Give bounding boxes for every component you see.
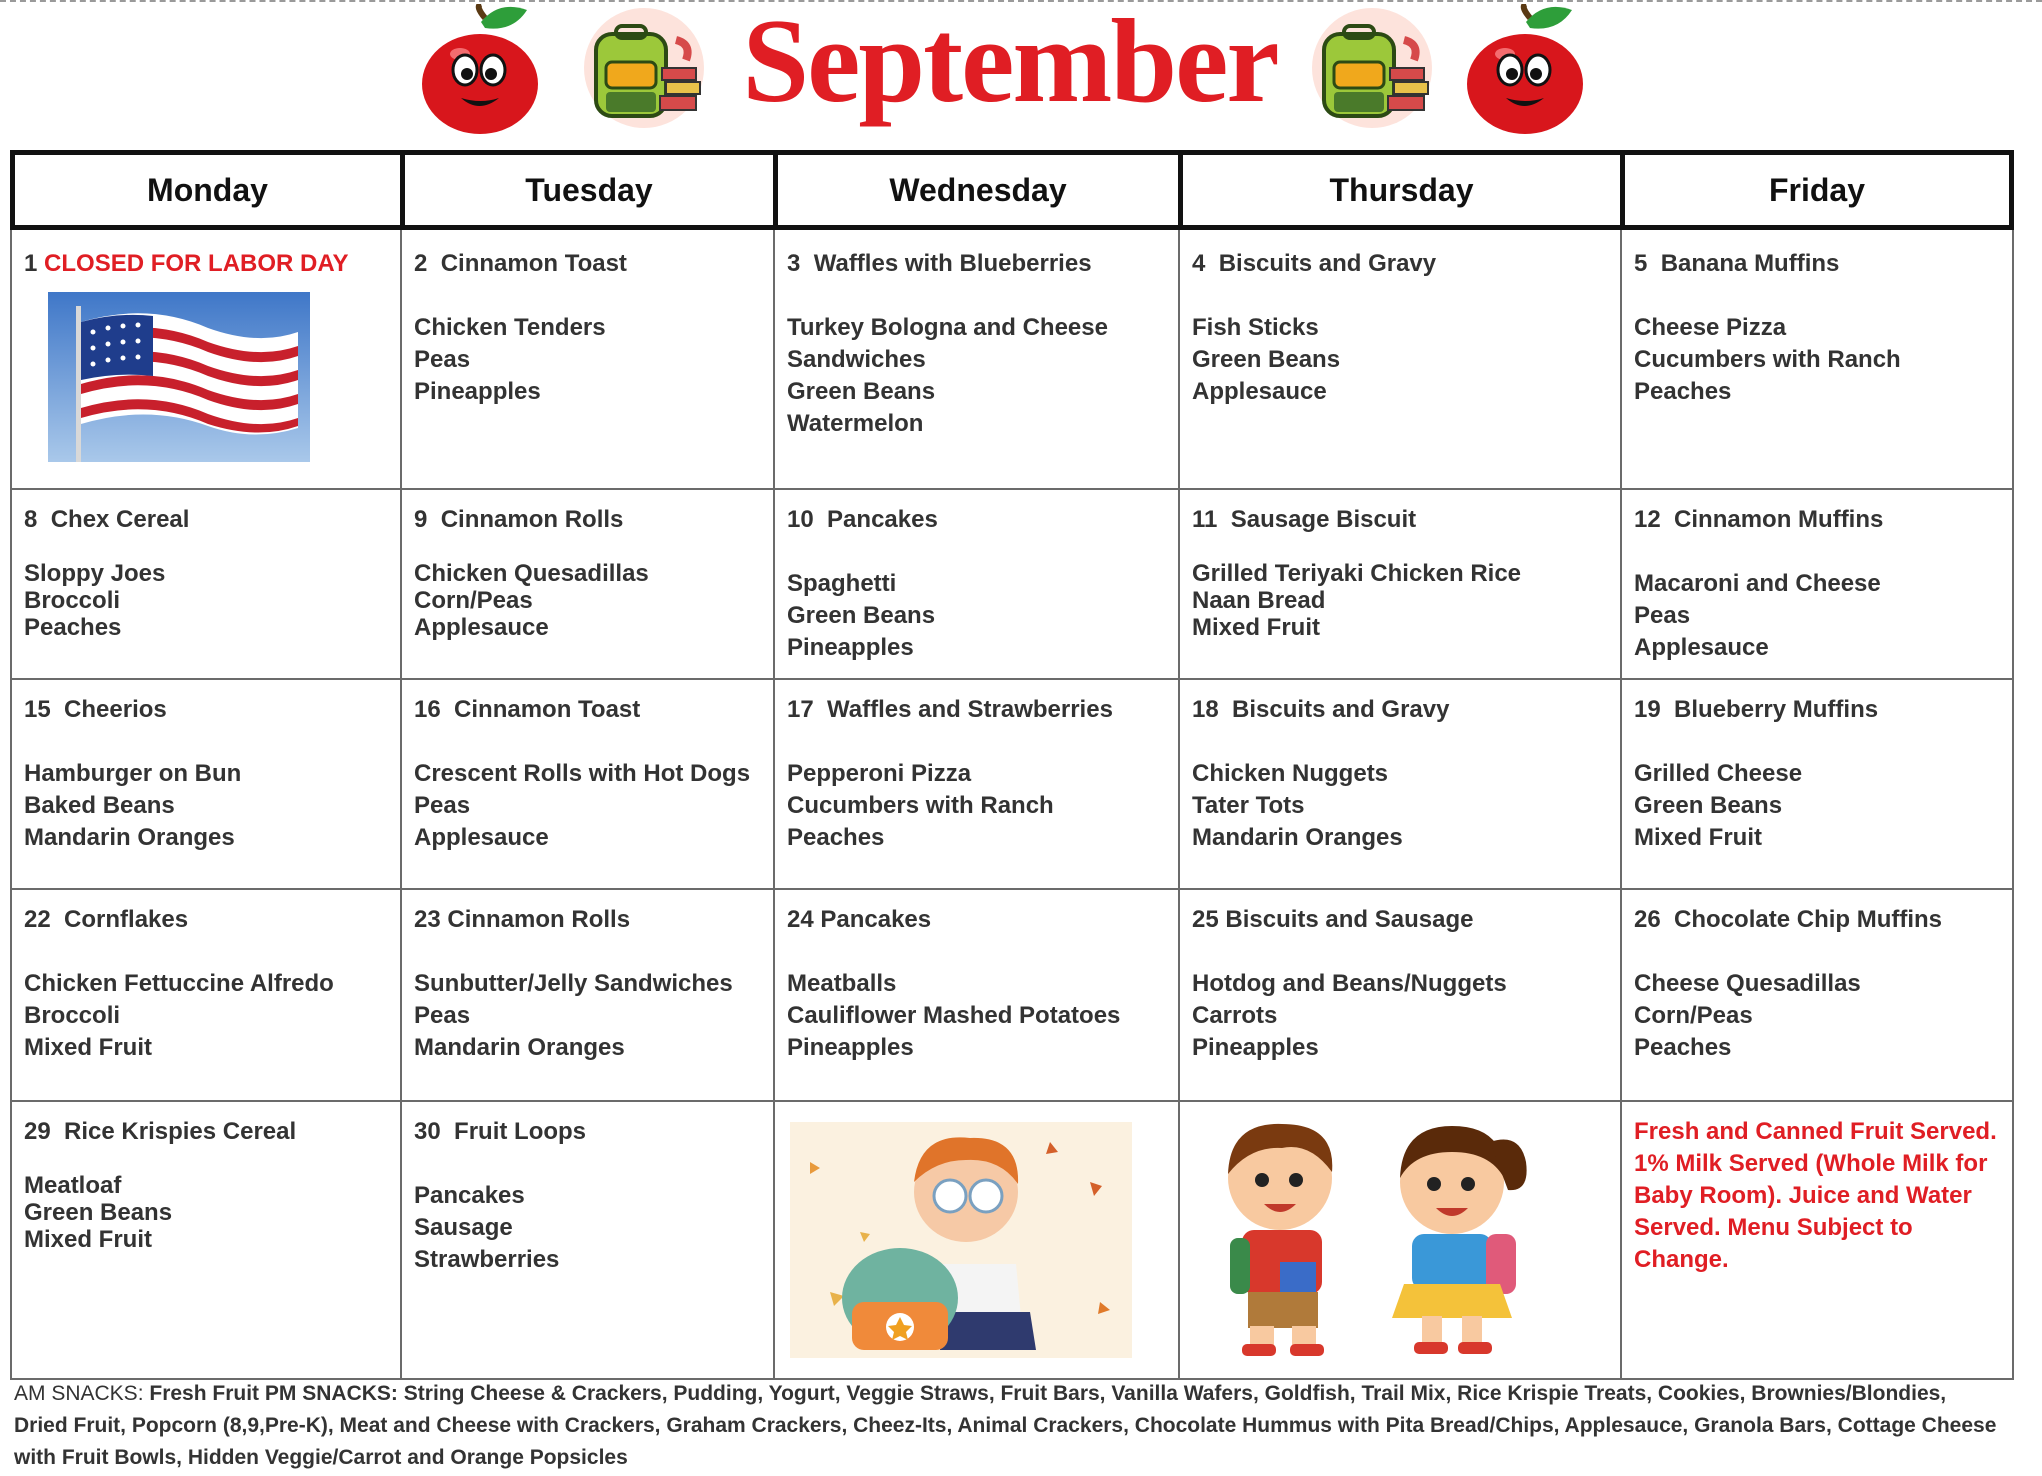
- note-line: 1% Milk Served (Whole Milk for: [1634, 1150, 1988, 1177]
- day-cell-11: [1178, 504, 1620, 641]
- day-heading: [1192, 248, 1606, 280]
- menu-item: Green Beans: [787, 378, 936, 405]
- menu-item: Pepperoni Pizza: [787, 760, 972, 787]
- day-heading: [414, 904, 759, 936]
- menu-item: Sunbutter/Jelly Sandwiches: [414, 970, 733, 997]
- day-number: 2: [414, 250, 428, 277]
- menu-item: Pineapples: [414, 378, 541, 405]
- grid-line: [10, 488, 2014, 490]
- breakfast-item: Waffles and Strawberries: [827, 696, 1113, 723]
- menu-item: Naan Bread: [1192, 587, 1326, 614]
- menu-item: Mandarin Oranges: [1192, 824, 1403, 851]
- breakfast-item: Biscuits and Sausage: [1225, 906, 1474, 933]
- snacks-footer: [14, 1378, 2034, 1474]
- menu-item: Pineapples: [787, 634, 914, 661]
- menu-item: Peas: [414, 1002, 471, 1029]
- day-number: 23: [414, 906, 441, 933]
- note-line: Baby Room). Juice and Water: [1634, 1182, 1972, 1209]
- menu-item: Green Beans: [1634, 792, 1783, 819]
- day-number: 1: [24, 250, 38, 277]
- menu-item: Peas: [414, 346, 471, 373]
- menu-item: Applesauce: [1634, 634, 1769, 661]
- day-cell-9: [400, 504, 773, 641]
- menu-header: [0, 0, 2042, 150]
- day-number: 16: [414, 696, 441, 723]
- day-number: 25: [1192, 906, 1219, 933]
- menu-item: Sloppy Joes: [24, 560, 166, 587]
- menu-item: Corn/Peas: [1634, 1002, 1753, 1029]
- day-cell-18: [1178, 694, 1620, 854]
- breakfast-item: Cinnamon Rolls: [447, 906, 631, 933]
- menu-item: Peas: [1634, 602, 1691, 629]
- day-heading: [24, 1116, 386, 1148]
- am-snacks-value: Fresh Fruit: [149, 1382, 260, 1405]
- day-cell-26: [1620, 904, 2014, 1064]
- day-heading: [414, 504, 759, 536]
- day-heading: [1192, 904, 1606, 936]
- breakfast-item: Cinnamon Toast: [440, 250, 627, 277]
- day-number: 9: [414, 506, 428, 533]
- day-number: 18: [1192, 696, 1219, 723]
- apple-mascot-icon: [1460, 4, 1590, 136]
- day-heading: [1634, 904, 2000, 936]
- breakfast-item: Blueberry Muffins: [1674, 696, 1879, 723]
- menu-item: Pineapples: [1192, 1034, 1319, 1061]
- note-line: Served. Menu Subject to: [1634, 1214, 1913, 1241]
- day-cell-10: [773, 504, 1178, 664]
- day-cell-22: [10, 904, 400, 1064]
- day-cell-3: [773, 248, 1178, 440]
- breakfast-item: Cinnamon Muffins: [1674, 506, 1884, 533]
- menu-item: Pancakes: [414, 1182, 525, 1209]
- breakfast-item: Cornflakes: [64, 906, 189, 933]
- breakfast-item: Biscuits and Gravy: [1232, 696, 1450, 723]
- day-cell-4: [1178, 248, 1620, 408]
- menu-note: [1620, 1116, 2014, 1276]
- breakfast-item: Waffles with Blueberries: [813, 250, 1092, 277]
- day-number: 8: [24, 506, 38, 533]
- day-number: 3: [787, 250, 801, 277]
- day-heading: [1634, 694, 2000, 726]
- menu-item: Sausage: [414, 1214, 513, 1241]
- menu-item: Chicken Fettuccine Alfredo: [24, 970, 334, 997]
- menu-item: Applesauce: [1192, 378, 1327, 405]
- day-cell-25: [1178, 904, 1620, 1064]
- breakfast-item: Chocolate Chip Muffins: [1674, 906, 1943, 933]
- day-cell-30: [400, 1116, 773, 1276]
- menu-item: Turkey Bologna and Cheese: [787, 314, 1108, 341]
- day-number: 26: [1634, 906, 1661, 933]
- menu-item: Green Beans: [24, 1199, 173, 1226]
- day-heading: [24, 694, 386, 726]
- day-number: 10: [787, 506, 814, 533]
- menu-item: Applesauce: [414, 824, 549, 851]
- day-cell-8: [10, 504, 400, 641]
- day-number: 11: [1192, 506, 1218, 533]
- day-number: 4: [1192, 250, 1206, 277]
- menu-item: Hotdog and Beans/Nuggets: [1192, 970, 1507, 997]
- breakfast-item: Cheerios: [64, 696, 167, 723]
- menu-item: Cauliflower Mashed Potatoes: [787, 1002, 1121, 1029]
- menu-item: Pineapples: [787, 1034, 914, 1061]
- pm-snacks-label: PM SNACKS:: [264, 1382, 398, 1405]
- day-cell-12: [1620, 504, 2014, 664]
- day-heading: [787, 904, 1164, 936]
- menu-item: Strawberries: [414, 1246, 560, 1273]
- day-cell-16: [400, 694, 773, 854]
- menu-item: Baked Beans: [24, 792, 175, 819]
- day-heading: [787, 694, 1164, 726]
- day-cell-19: [1620, 694, 2014, 854]
- menu-item: Mixed Fruit: [1192, 614, 1321, 641]
- menu-item: Grilled Teriyaki Chicken Rice: [1192, 560, 1522, 587]
- breakfast-item: Banana Muffins: [1660, 250, 1840, 277]
- pm-snacks-text: String Cheese & Crackers, Pudding, Yogurt, Veggie Straws, Fruit Bars, Vanilla Wafers, Goldfish, Trail Mix, Rice Krispie Treats, Cookies, Brownies/Blondies,: [403, 1382, 1947, 1405]
- note-line: Fresh and Canned Fruit Served.: [1634, 1118, 1997, 1145]
- menu-item: Mixed Fruit: [24, 1226, 153, 1253]
- day-cell-23: [400, 904, 773, 1064]
- header-tuesday: Tuesday: [400, 150, 778, 230]
- grid-line: [10, 888, 2014, 890]
- menu-item: Mandarin Oranges: [414, 1034, 625, 1061]
- day-number: 30: [414, 1118, 441, 1145]
- menu-item: Cheese Pizza: [1634, 314, 1787, 341]
- menu-item: Crescent Rolls with Hot Dogs: [414, 760, 751, 787]
- menu-item: Cucumbers with Ranch: [787, 792, 1054, 819]
- day-number: 12: [1634, 506, 1661, 533]
- header-wednesday: Wednesday: [773, 150, 1183, 230]
- backpack-icon: [572, 4, 722, 130]
- menu-item: Spaghetti: [787, 570, 897, 597]
- header-friday: Friday: [1620, 150, 2014, 230]
- day-number: 5: [1634, 250, 1648, 277]
- menu-item: Tater Tots: [1192, 792, 1305, 819]
- backpack-icon: [1300, 4, 1450, 130]
- menu-item: Mandarin Oranges: [24, 824, 235, 851]
- menu-item: Meatloaf: [24, 1172, 122, 1199]
- breakfast-item: Pancakes: [827, 506, 938, 533]
- menu-item: Peas: [414, 792, 471, 819]
- closed-notice: CLOSED FOR LABOR DAY: [44, 250, 349, 277]
- pm-snacks-text: Dried Fruit, Popcorn (8,9,Pre-K), Meat and Cheese with Crackers, Graham Crackers, Cheez-Its, Animal Crackers, Chocolate Hummus with Pita Bread/Chips, Applesauce, Granola Bars, Cottage Cheese: [14, 1414, 1997, 1437]
- menu-calendar-grid: [10, 150, 2014, 1380]
- grid-line: [10, 678, 2014, 680]
- menu-item: Cheese Quesadillas: [1634, 970, 1861, 997]
- menu-item: Applesauce: [414, 614, 549, 641]
- menu-item: Mixed Fruit: [24, 1034, 153, 1061]
- menu-item: Chicken Quesadillas: [414, 560, 649, 587]
- day-heading: [414, 1116, 759, 1148]
- snacks-line: [14, 1378, 2034, 1410]
- breakfast-item: Cinnamon Rolls: [440, 506, 624, 533]
- note-line: Change.: [1634, 1246, 1729, 1273]
- breakfast-item: Chex Cereal: [50, 506, 190, 533]
- day-cell-2: [400, 248, 773, 408]
- breakfast-item: Cinnamon Toast: [454, 696, 641, 723]
- day-cell-17: [773, 694, 1178, 854]
- day-heading: [24, 904, 386, 936]
- day-heading: [24, 248, 386, 280]
- day-heading: [414, 248, 759, 280]
- page-title: September: [742, 0, 1278, 127]
- day-cell-24: [773, 904, 1178, 1064]
- breakfast-item: Pancakes: [820, 906, 932, 933]
- day-number: 15: [24, 696, 51, 723]
- menu-item: Green Beans: [1192, 346, 1341, 373]
- menu-item: Corn/Peas: [414, 587, 533, 614]
- day-cell-29: [10, 1116, 400, 1253]
- day-heading: [414, 694, 759, 726]
- menu-item: Grilled Cheese: [1634, 760, 1803, 787]
- day-heading: [1192, 694, 1606, 726]
- day-heading: [787, 504, 1164, 536]
- menu-item: Mixed Fruit: [1634, 824, 1763, 851]
- breakfast-item: Sausage Biscuit: [1230, 506, 1417, 533]
- breakfast-item: Biscuits and Gravy: [1218, 250, 1437, 277]
- menu-item: Fish Sticks: [1192, 314, 1319, 341]
- menu-item: Watermelon: [787, 410, 924, 437]
- menu-item: Carrots: [1192, 1002, 1278, 1029]
- menu-item: Meatballs: [787, 970, 897, 997]
- breakfast-item: Fruit Loops: [454, 1118, 587, 1145]
- day-heading: [787, 248, 1164, 280]
- day-number: 22: [24, 906, 51, 933]
- menu-item: Peaches: [787, 824, 885, 851]
- grid-line: [10, 1100, 2014, 1102]
- day-heading: [24, 504, 386, 536]
- day-heading: [1192, 504, 1606, 536]
- pm-snacks-text: with Fruit Bowls, Hidden Veggie/Carrot and Orange Popsicles: [14, 1446, 628, 1469]
- day-heading: [1634, 248, 2000, 280]
- menu-item: Macaroni and Cheese: [1634, 570, 1881, 597]
- header-monday: Monday: [10, 150, 405, 230]
- menu-item: Peaches: [1634, 1034, 1732, 1061]
- menu-item: Broccoli: [24, 587, 121, 614]
- day-cell-15: [10, 694, 400, 854]
- day-number: 24: [787, 906, 814, 933]
- am-snacks-label: AM SNACKS:: [14, 1382, 144, 1405]
- menu-item: Chicken Nuggets: [1192, 760, 1389, 787]
- menu-item: Broccoli: [24, 1002, 121, 1029]
- day-number: 29: [24, 1118, 51, 1145]
- day-number: 19: [1634, 696, 1661, 723]
- apple-mascot-icon: [415, 4, 545, 136]
- menu-item: Hamburger on Bun: [24, 760, 242, 787]
- day-number: 17: [787, 696, 814, 723]
- menu-item: Sandwiches: [787, 346, 926, 373]
- menu-item: Peaches: [24, 614, 122, 641]
- day-cell-5: [1620, 248, 2014, 408]
- menu-item: Cucumbers with Ranch: [1634, 346, 1901, 373]
- kids-walking-illustration: [1190, 1112, 1610, 1362]
- menu-item: Chicken Tenders: [414, 314, 606, 341]
- menu-item: Peaches: [1634, 378, 1732, 405]
- day-heading: [1634, 504, 2000, 536]
- boy-with-backpack-illustration: [790, 1122, 1132, 1358]
- menu-item: Green Beans: [787, 602, 936, 629]
- day-cell-1: [10, 248, 400, 280]
- breakfast-item: Rice Krispies Cereal: [64, 1118, 297, 1145]
- american-flag-icon: [48, 292, 310, 462]
- header-thursday: Thursday: [1178, 150, 1625, 230]
